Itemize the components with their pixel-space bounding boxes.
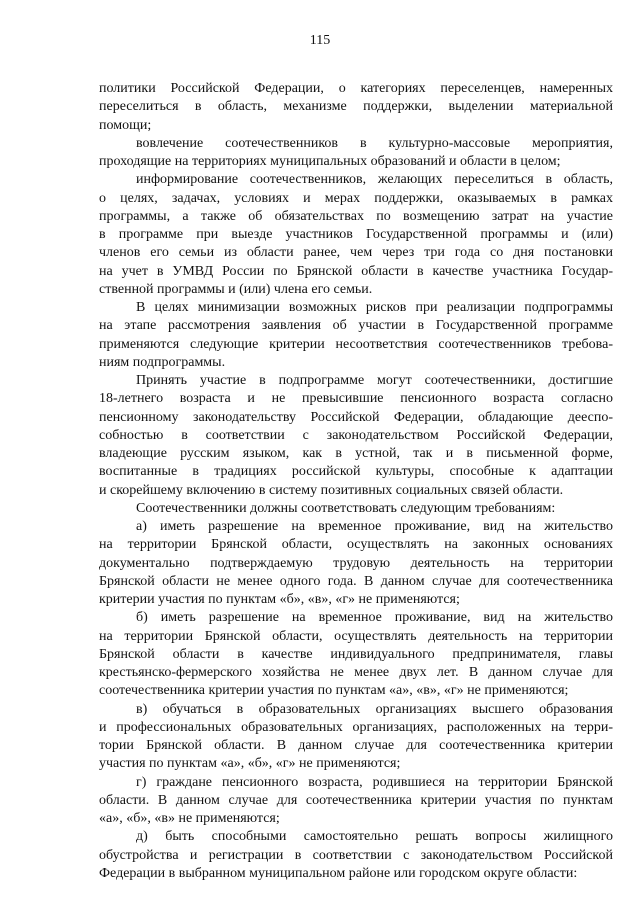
text-line: Брянской области в качестве индивидуального предпринимателя, главы xyxy=(99,646,613,662)
text-line: Принять участие в подпрограмме могут соотечественники, достигшие xyxy=(136,373,613,388)
text-line: и скорейшему включению в систему позитивных социальных связей области. xyxy=(99,482,564,498)
text-line: вовлечение соотечественников в культурно-массовые мероприятия, xyxy=(136,135,613,151)
text-line: обустройства и регистрации в соответствии с законодательством Российской xyxy=(99,847,613,863)
text-line: г) граждане пенсионного возраста, родившиеся на территории Брянской xyxy=(136,774,613,790)
text-line: на учет в УМВД России по Брянской области в качестве участника Государ- xyxy=(99,263,613,279)
text-line: на этапе рассмотрения заявления об участии в Государственной программе xyxy=(99,318,613,334)
text-line: Соотечественники должны соответствовать следующим требованиям: xyxy=(136,500,556,516)
text-line: на территории Брянской области, осуществлять деятельность на территории xyxy=(99,628,613,644)
text-line: В целях минимизации возможных рисков при реализации подпрограммы xyxy=(136,300,613,315)
text-line: переселиться в область, механизме поддержки, выделении материальной xyxy=(99,99,613,115)
text-line: тории Брянской области. В данном случае для соотечественника критерии xyxy=(99,738,613,753)
text-line: помощи; xyxy=(99,117,152,133)
text-line: проходящие на территориях муниципальных образований и области в целом; xyxy=(99,154,561,169)
text-line: области. В данном случае для соотечественника критерии участия по пунктам xyxy=(99,792,613,808)
text-line: на территории Брянской области, осуществлять на законных основаниях xyxy=(99,537,613,553)
text-line: применяются следующие критерии несоответствия соотечественников требова- xyxy=(99,336,613,352)
text-line: программы, а также об обязательствах по возмещению затрат на участие xyxy=(99,208,613,224)
text-line: «а», «б», «в» не применяются; xyxy=(99,811,280,826)
text-line: а) иметь разрешение на временное проживание, вид на жительство xyxy=(136,519,613,534)
text-line: в) обучаться в образовательных организациях высшего образования xyxy=(136,701,613,717)
text-line: ственной программы и (или) члена его семьи. xyxy=(99,281,373,297)
text-line: д) быть способными самостоятельно решать вопросы жилищного xyxy=(136,829,613,845)
text-line: Брянской области не менее одного года. В данном случае для соотечественника xyxy=(99,573,613,589)
text-line: ниям подпрограммы. xyxy=(99,354,226,370)
text-line: пенсионному законодательству Российской Федерации, обладающие дееспо- xyxy=(99,409,613,425)
text-line: собностью в соответствии с законодательством Российской Федерации, xyxy=(99,427,613,443)
text-line: критерии участия по пунктам «б», «в», «г» не применяются; xyxy=(99,592,460,607)
text-line: информирование соотечественников, желающих переселиться в область, xyxy=(136,172,613,188)
page-number: 115 xyxy=(309,33,331,48)
text-line: соотечественника критерии участия по пунктам «а», «в», «г» не применяются; xyxy=(99,683,569,699)
text-line: Федерации в выбранном муниципальном районе или городском округе области: xyxy=(99,865,578,881)
text-line: и профессиональных образовательных организациях, расположенных на терри- xyxy=(99,719,613,735)
text-line: б) иметь разрешение на временное проживание, вид на жительство xyxy=(136,610,613,626)
text-line: документально подтверждаемую трудовую деятельность на территории xyxy=(99,555,613,571)
text-line: о целях, задачах, условиях и мерах поддержки, оказываемых в рамках xyxy=(99,190,613,206)
text-line: в программе при выезде участников Государственной программы и (или) xyxy=(99,227,613,242)
text-line: политики Российской Федерации, о категориях переселенцев, намеренных xyxy=(99,81,613,96)
text-line: владеющие русским языком, как в устной, так и в письменной форме, xyxy=(99,446,613,461)
text-line: крестьянско-фермерского хозяйства не менее двух лет. В данном случае для xyxy=(99,665,613,680)
body-text xyxy=(99,80,613,883)
text-line: членов его семьи из области ранее, чем через три года со дня постановки xyxy=(99,245,613,261)
text-line: участия по пунктам «а», «б», «г» не применяются; xyxy=(99,756,401,772)
text-line: воспитанные в традициях российской культуры, способные к адаптации xyxy=(99,464,613,480)
text-line: 18-летнего возраста и не превысившие пенсионного возраста согласно xyxy=(99,391,613,407)
